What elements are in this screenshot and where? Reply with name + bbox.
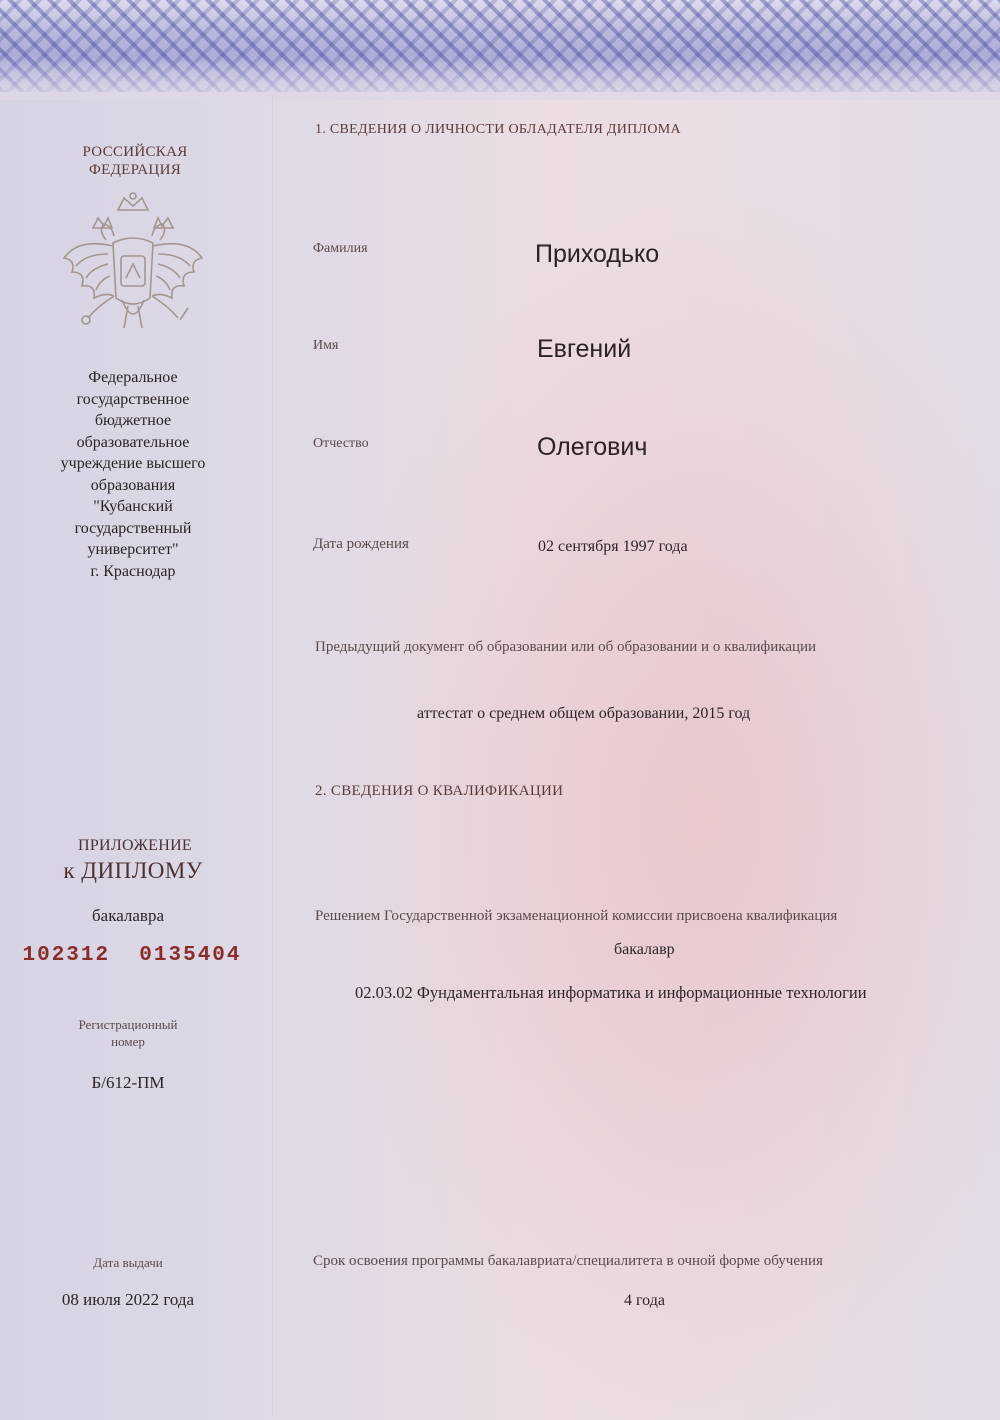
country-name: РОССИЙСКАЯ ФЕДЕРАЦИЯ	[82, 144, 188, 178]
surname-value: Приходько	[535, 240, 660, 268]
diploma-serial-number: 102312 0135404	[22, 944, 242, 967]
patronymic-label: Отчество	[313, 436, 369, 451]
first-name-value: Евгений	[537, 335, 632, 363]
russian-coat-of-arms-icon	[58, 188, 208, 344]
registration-number-label: Регистрационный номер	[78, 1017, 178, 1049]
birth-date-value: 02 сентября 1997 года	[538, 538, 688, 555]
qualification-decision-label: Решением Государственной экзаменационной комиссии присвоена квалификация	[315, 908, 838, 924]
section1-heading: 1. СВЕДЕНИЯ О ЛИЧНОСТИ ОБЛАДАТЕЛЯ ДИПЛОМА	[315, 122, 681, 137]
qualification-value: бакалавр	[614, 941, 675, 958]
specialty-value: 02.03.02 Фундаментальная информатика и информационные технологии	[355, 983, 867, 1002]
appendix-title: ПРИЛОЖЕНИЕ	[77, 837, 192, 854]
column-divider	[272, 95, 273, 1415]
birth-date-label: Дата рождения	[313, 536, 409, 552]
study-duration-label: Срок освоения программы бакалавриата/специалитета в очной форме обучения	[313, 1253, 823, 1269]
study-duration-value: 4 года	[624, 1292, 665, 1309]
first-name-label: Имя	[313, 338, 339, 353]
security-band-fade	[0, 60, 1000, 100]
previous-document-label: Предыдущий документ об образовании или об образовании и о квалификации	[315, 639, 817, 655]
institution-name: Федеральное государственное бюджетное образовательное учреждение высшего образования "Кубанский государственный университет" г. Краснодар	[60, 369, 206, 580]
patronymic-value: Олегович	[537, 433, 648, 461]
issue-date-label: Дата выдачи	[93, 1255, 163, 1270]
registration-number: Б/612-ПМ	[91, 1073, 165, 1092]
appendix-subtitle: к ДИПЛОМУ	[63, 858, 203, 883]
issue-date: 08 июля 2022 года	[61, 1290, 195, 1309]
degree-level: бакалавра	[92, 906, 164, 925]
previous-document-value: аттестат о среднем общем образовании, 2015 год	[417, 705, 751, 722]
surname-label: Фамилия	[313, 241, 368, 256]
section2-heading: 2. СВЕДЕНИЯ О КВАЛИФИКАЦИИ	[315, 783, 564, 799]
